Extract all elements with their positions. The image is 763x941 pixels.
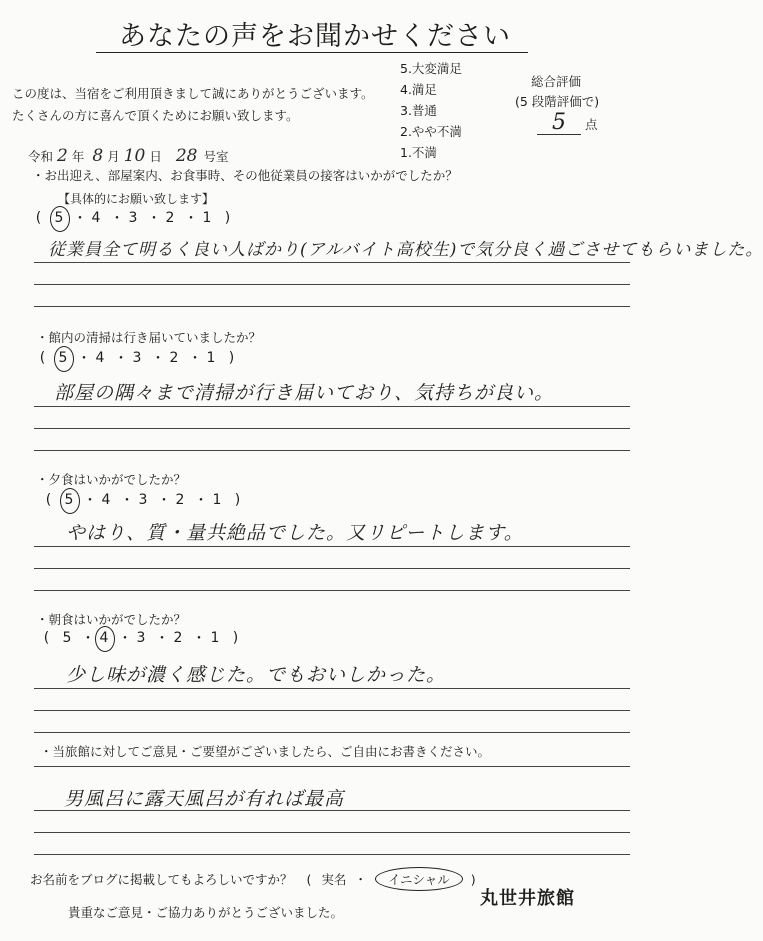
date-room-line	[28, 146, 229, 166]
scale-3: 3.普通	[400, 103, 437, 118]
year-value[interactable]: 2	[57, 146, 68, 166]
overall-score[interactable]: 5	[537, 112, 581, 135]
intro-line-1: この度は、当宿をご利用頂きまして誠にありがとうございます。	[12, 86, 374, 101]
scale-4: 4.満足	[400, 82, 437, 97]
rating-3-opt-3[interactable]: 3	[138, 492, 149, 508]
comments-prompt: ・当旅館に対してご意見・ご要望がございましたら、ご自由にお書きください。	[40, 744, 491, 759]
rating-2-opt-5[interactable]: 5	[50, 350, 77, 366]
answer-line	[34, 306, 630, 307]
answer-line	[34, 568, 630, 569]
overall-evaluation	[515, 72, 599, 135]
answer-line	[34, 428, 630, 429]
rating-2-opt-3[interactable]: 3	[132, 350, 143, 366]
blog-option-realname[interactable]: 実名	[321, 872, 347, 887]
rating-1-opt-3[interactable]: 3	[128, 210, 139, 226]
answer-1[interactable]: 従業員全て明るく良い人ばかり(アルバイト高校生)で気分良く過ごさせてもらいました。	[48, 240, 763, 260]
answer-line	[34, 406, 630, 407]
day-value[interactable]: 10	[123, 146, 146, 166]
rating-3-opt-4[interactable]: 4	[101, 492, 112, 508]
rating-3-opt-5[interactable]: 5	[56, 492, 83, 508]
rating-4-opt-5[interactable]: 5	[62, 630, 73, 646]
answer-line	[34, 688, 630, 689]
day-unit: 日	[149, 149, 162, 164]
rating-1-opt-1[interactable]: 1	[202, 210, 213, 226]
rating-2-opt-4[interactable]: 4	[95, 350, 106, 366]
scale-1: 1.不満	[400, 145, 437, 160]
blog-question: お名前をブログに掲載してもよろしいですか？	[30, 872, 293, 887]
question-3: ・夕食はいかがでしたか？	[36, 472, 187, 487]
form-title: あなたの声をお聞かせください	[119, 21, 511, 52]
question-2: ・館内の清掃は行き届いていましたか？	[36, 330, 262, 345]
thanks-message: 貴重なご意見・ご協力ありがとうございました。	[68, 905, 344, 920]
answer-line	[34, 854, 630, 855]
rating-4-opt-1[interactable]: 1	[210, 630, 221, 646]
answer-2[interactable]: 部屋の隅々まで清掃が行き届いており、気持ちが良い。	[54, 382, 555, 404]
answer-line	[34, 590, 630, 591]
rating-2-opt-1[interactable]: 1	[206, 350, 217, 366]
rating-scale-legend	[400, 58, 462, 163]
blog-paren-open: (	[306, 871, 312, 887]
intro-line-2: たくさんの方に喜んで頂くためにお願い致します。	[12, 108, 299, 123]
answer-3[interactable]: やはり、質・量共絶品でした。又リピートします。	[66, 522, 524, 544]
room-value[interactable]: 28	[175, 146, 198, 166]
overall-sublabel: (5 段階評価で)	[515, 94, 600, 109]
detail-label: 【具体的にお願い致します】	[58, 192, 215, 206]
month-value[interactable]: 8	[92, 146, 104, 166]
scale-2: 2.やや不満	[400, 124, 462, 139]
answer-4[interactable]: 少し味が濃く感じた。でもおいしかった。	[66, 664, 447, 686]
rating-1[interactable]: ( 5 ・ 4 ・ 3 ・ 2 ・ 1 )	[35, 210, 232, 227]
rating-4-opt-4[interactable]: 4	[91, 630, 118, 646]
question-1: ・お出迎え、部屋案内、お食事時、その他従業員の接客はいかがでしたか？	[32, 168, 458, 183]
answer-line	[34, 766, 630, 767]
answer-line	[34, 284, 630, 285]
answer-line	[34, 546, 630, 547]
answer-line	[34, 732, 630, 733]
rating-2[interactable]: ( 5 ・ 4 ・ 3 ・ 2 ・ 1 )	[39, 350, 236, 367]
year-unit: 年	[71, 149, 85, 164]
answer-line	[34, 450, 630, 451]
overall-label: 総合評価	[531, 74, 582, 89]
rating-1-opt-2[interactable]: 2	[165, 210, 176, 226]
answer-line	[34, 832, 630, 833]
blog-option-initial[interactable]: イニシャル	[375, 867, 463, 891]
rating-4[interactable]: ( 5 ・ 4 ・ 3 ・ 2 ・ 1 )	[43, 630, 240, 647]
answer-line	[34, 262, 630, 263]
ryokan-name: 丸世井旅館	[480, 888, 575, 909]
month-unit: 月	[107, 149, 120, 164]
rating-1-opt-4[interactable]: 4	[91, 210, 102, 226]
rating-1-opt-5[interactable]: 5	[46, 210, 73, 226]
comments-answer[interactable]: 男風呂に露天風呂が有れば最高	[64, 788, 345, 810]
rating-4-opt-3[interactable]: 3	[136, 630, 147, 646]
rating-2-opt-2[interactable]: 2	[169, 350, 180, 366]
rating-3-opt-1[interactable]: 1	[212, 492, 223, 508]
blog-separator: ・	[354, 872, 367, 887]
rating-3[interactable]: ( 5 ・ 4 ・ 3 ・ 2 ・ 1 )	[45, 492, 242, 509]
era-label: 令和	[28, 149, 54, 164]
scale-5: 5.大変満足	[400, 61, 462, 76]
overall-unit: 点	[585, 117, 598, 132]
room-unit: 号室	[203, 149, 229, 164]
rating-4-opt-2[interactable]: 2	[173, 630, 184, 646]
blog-consent	[30, 867, 476, 891]
answer-line	[34, 710, 630, 711]
answer-line	[34, 810, 630, 811]
rating-3-opt-2[interactable]: 2	[175, 492, 186, 508]
question-4: ・朝食はいかがでしたか？	[36, 612, 187, 627]
title-underline	[96, 52, 528, 53]
blog-paren-close: )	[470, 871, 476, 887]
